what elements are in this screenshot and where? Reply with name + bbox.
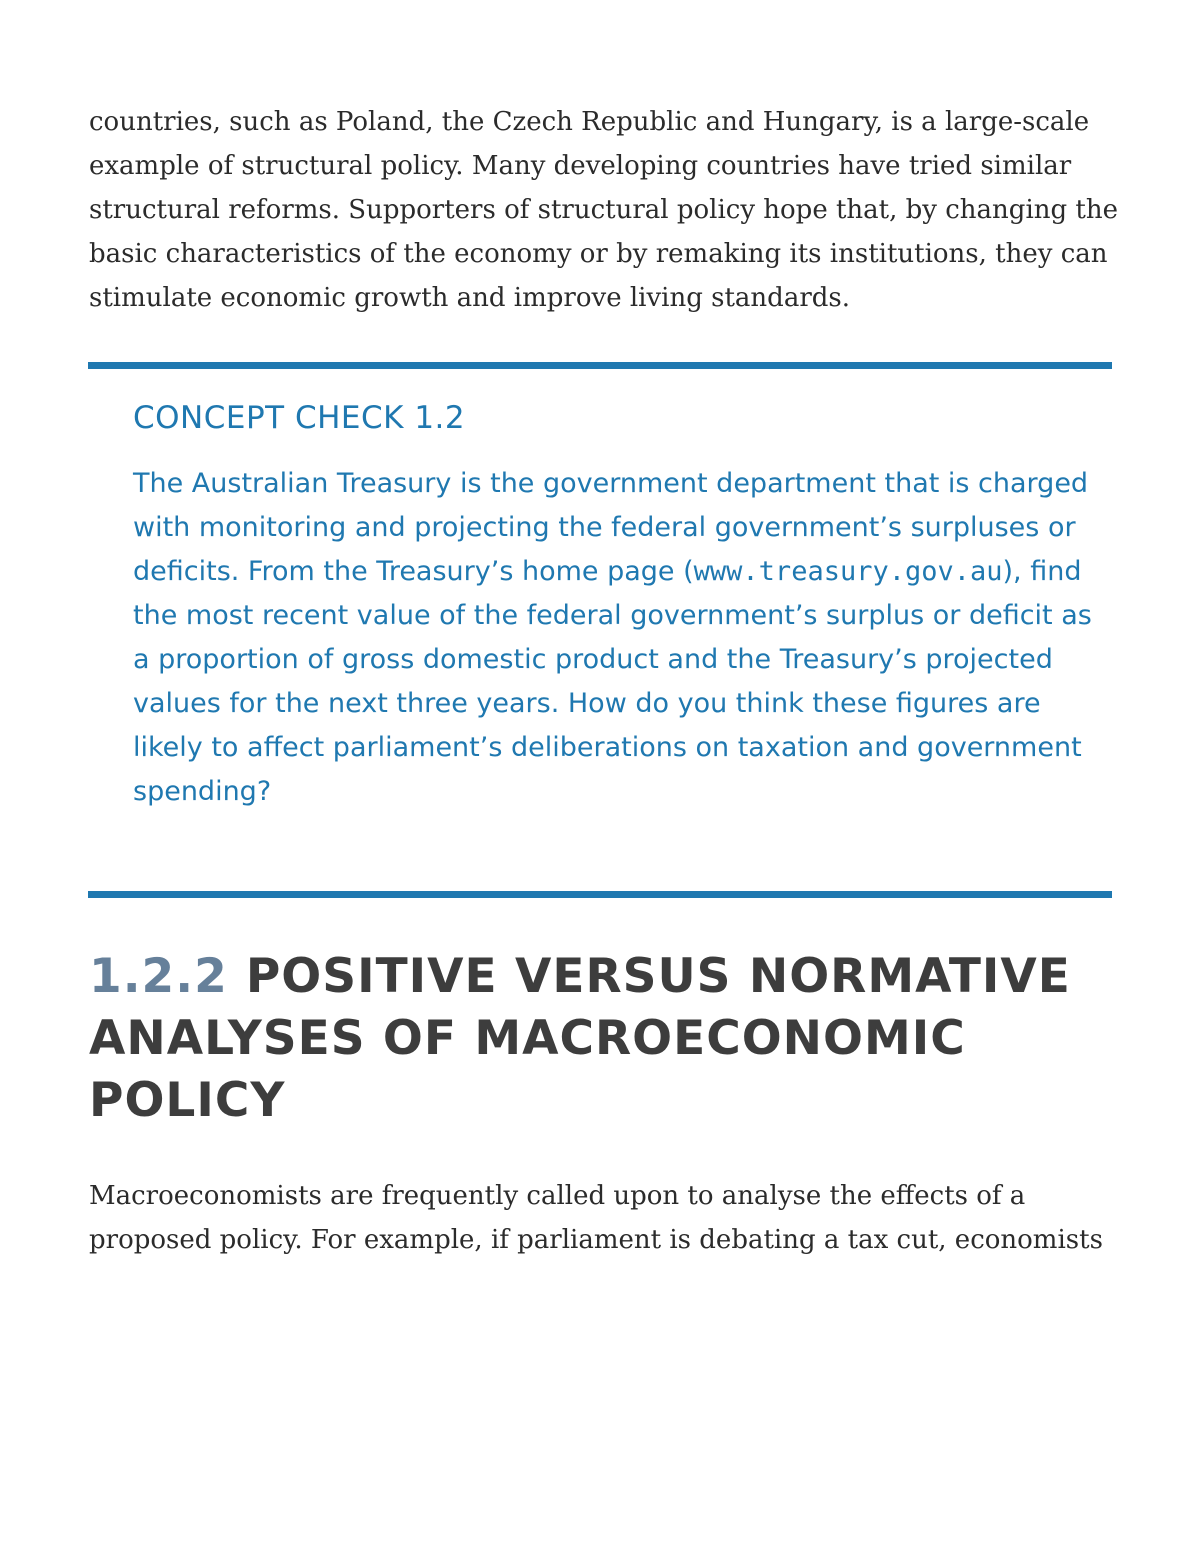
concept-check-text xyxy=(133,462,1103,814)
outro-paragraph: Macroeconomists are frequently called upon to analyse the effects of a proposed policy. For example, if parliament is debating a tax cut, economists xyxy=(89,1181,1103,1255)
concept-box-bottom-rule xyxy=(88,891,1112,898)
concept-check-text-start: The Australian Treasury is the government department that is charged with monitoring and projecting the federal government’s surpluses or deficits. From the Treasury’s home page ( xyxy=(133,468,1089,587)
concept-check-box xyxy=(133,396,1103,814)
section-title: POSITIVE VERSUS NORMATIVE ANALYSES OF MACROECONOMIC POLICY xyxy=(89,949,1071,1128)
concept-check-title: CONCEPT CHECK 1.2 xyxy=(133,400,466,436)
concept-check-text-end: ), find the most recent value of the federal government’s surplus or deficit as a proportion of gross domestic product and the Treasury’s projected values for the next three years. How do you think these figures are likely to affect parliament’s deliberations on taxation and government spending? xyxy=(133,556,1092,807)
intro-paragraph: countries, such as Poland, the Czech Republic and Hungary, is a large-scale example of structural policy. Many developing countries have tried similar structural reforms. Supporters of structural policy hope that, by changing the basic characteristics of the economy or by remaking its institutions, they can stimulate economic growth and improve living standards. xyxy=(89,107,1118,313)
section-number: 1.2.2 xyxy=(89,949,228,1004)
concept-box-top-rule xyxy=(88,362,1112,369)
section-heading xyxy=(89,946,1149,1132)
treasury-url-link[interactable]: www.treasury.gov.au xyxy=(693,556,1003,587)
